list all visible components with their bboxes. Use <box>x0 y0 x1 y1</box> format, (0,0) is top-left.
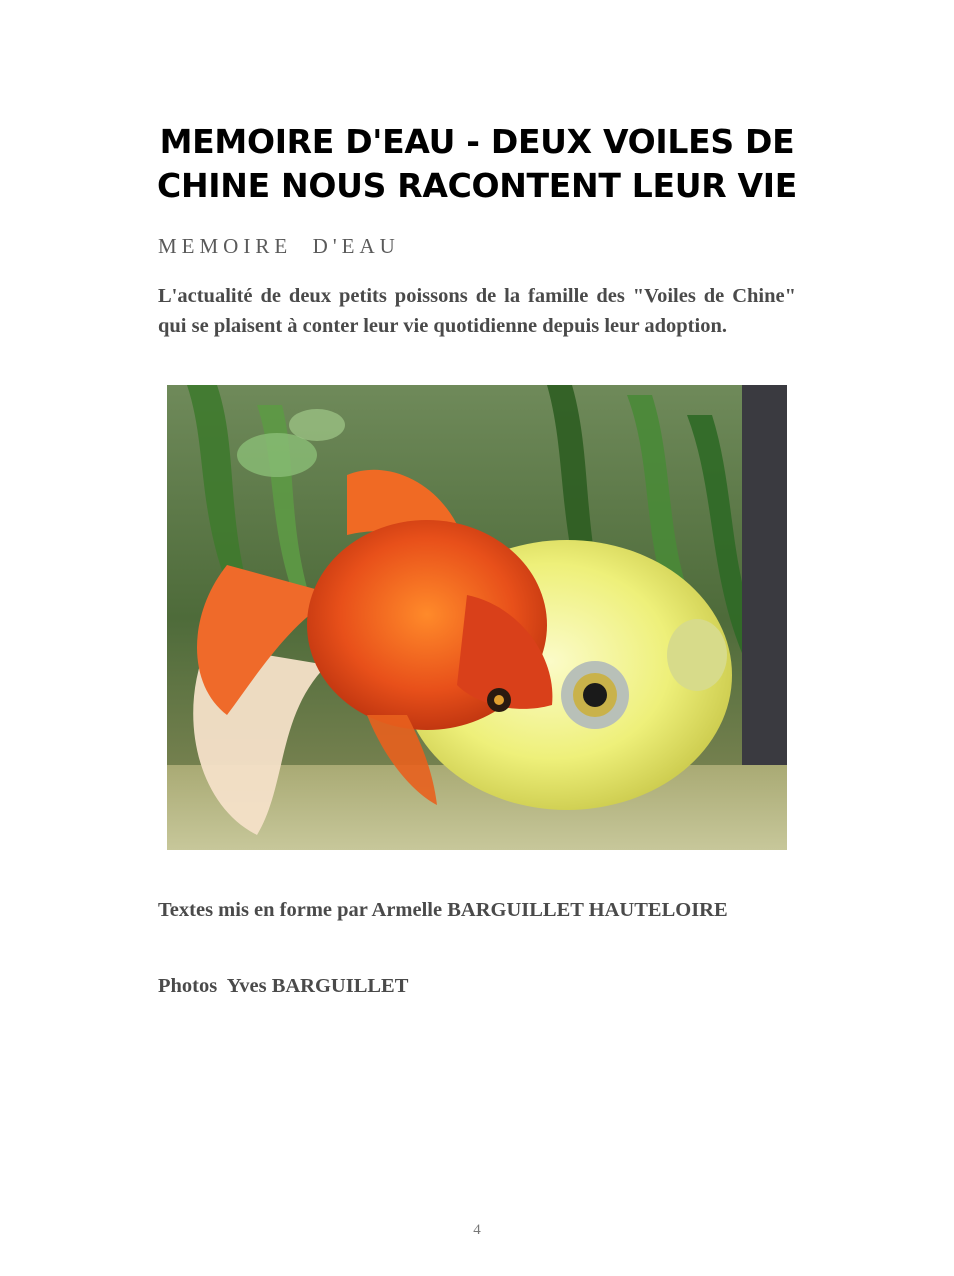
goldfish-photo <box>167 385 787 850</box>
page-title: MEMOIRE D'EAU - DEUX VOILES DE CHINE NOUS RACONTENT LEUR VIE <box>157 122 797 205</box>
intro-paragraph: L'actualité de deux petits poissons de la famille des "Voiles de Chine" qui se plaisent à conter leur vie quotidienne depuis leur adoption. <box>158 285 796 337</box>
credit-photos: Photos Yves BARGUILLET <box>158 975 409 997</box>
credit-texts: Textes mis en forme par Armelle BARGUILLET HAUTELOIRE <box>158 899 728 921</box>
page-number: 4 <box>473 1222 481 1238</box>
section-subtitle: MEMOIRE D'EAU <box>158 234 400 258</box>
